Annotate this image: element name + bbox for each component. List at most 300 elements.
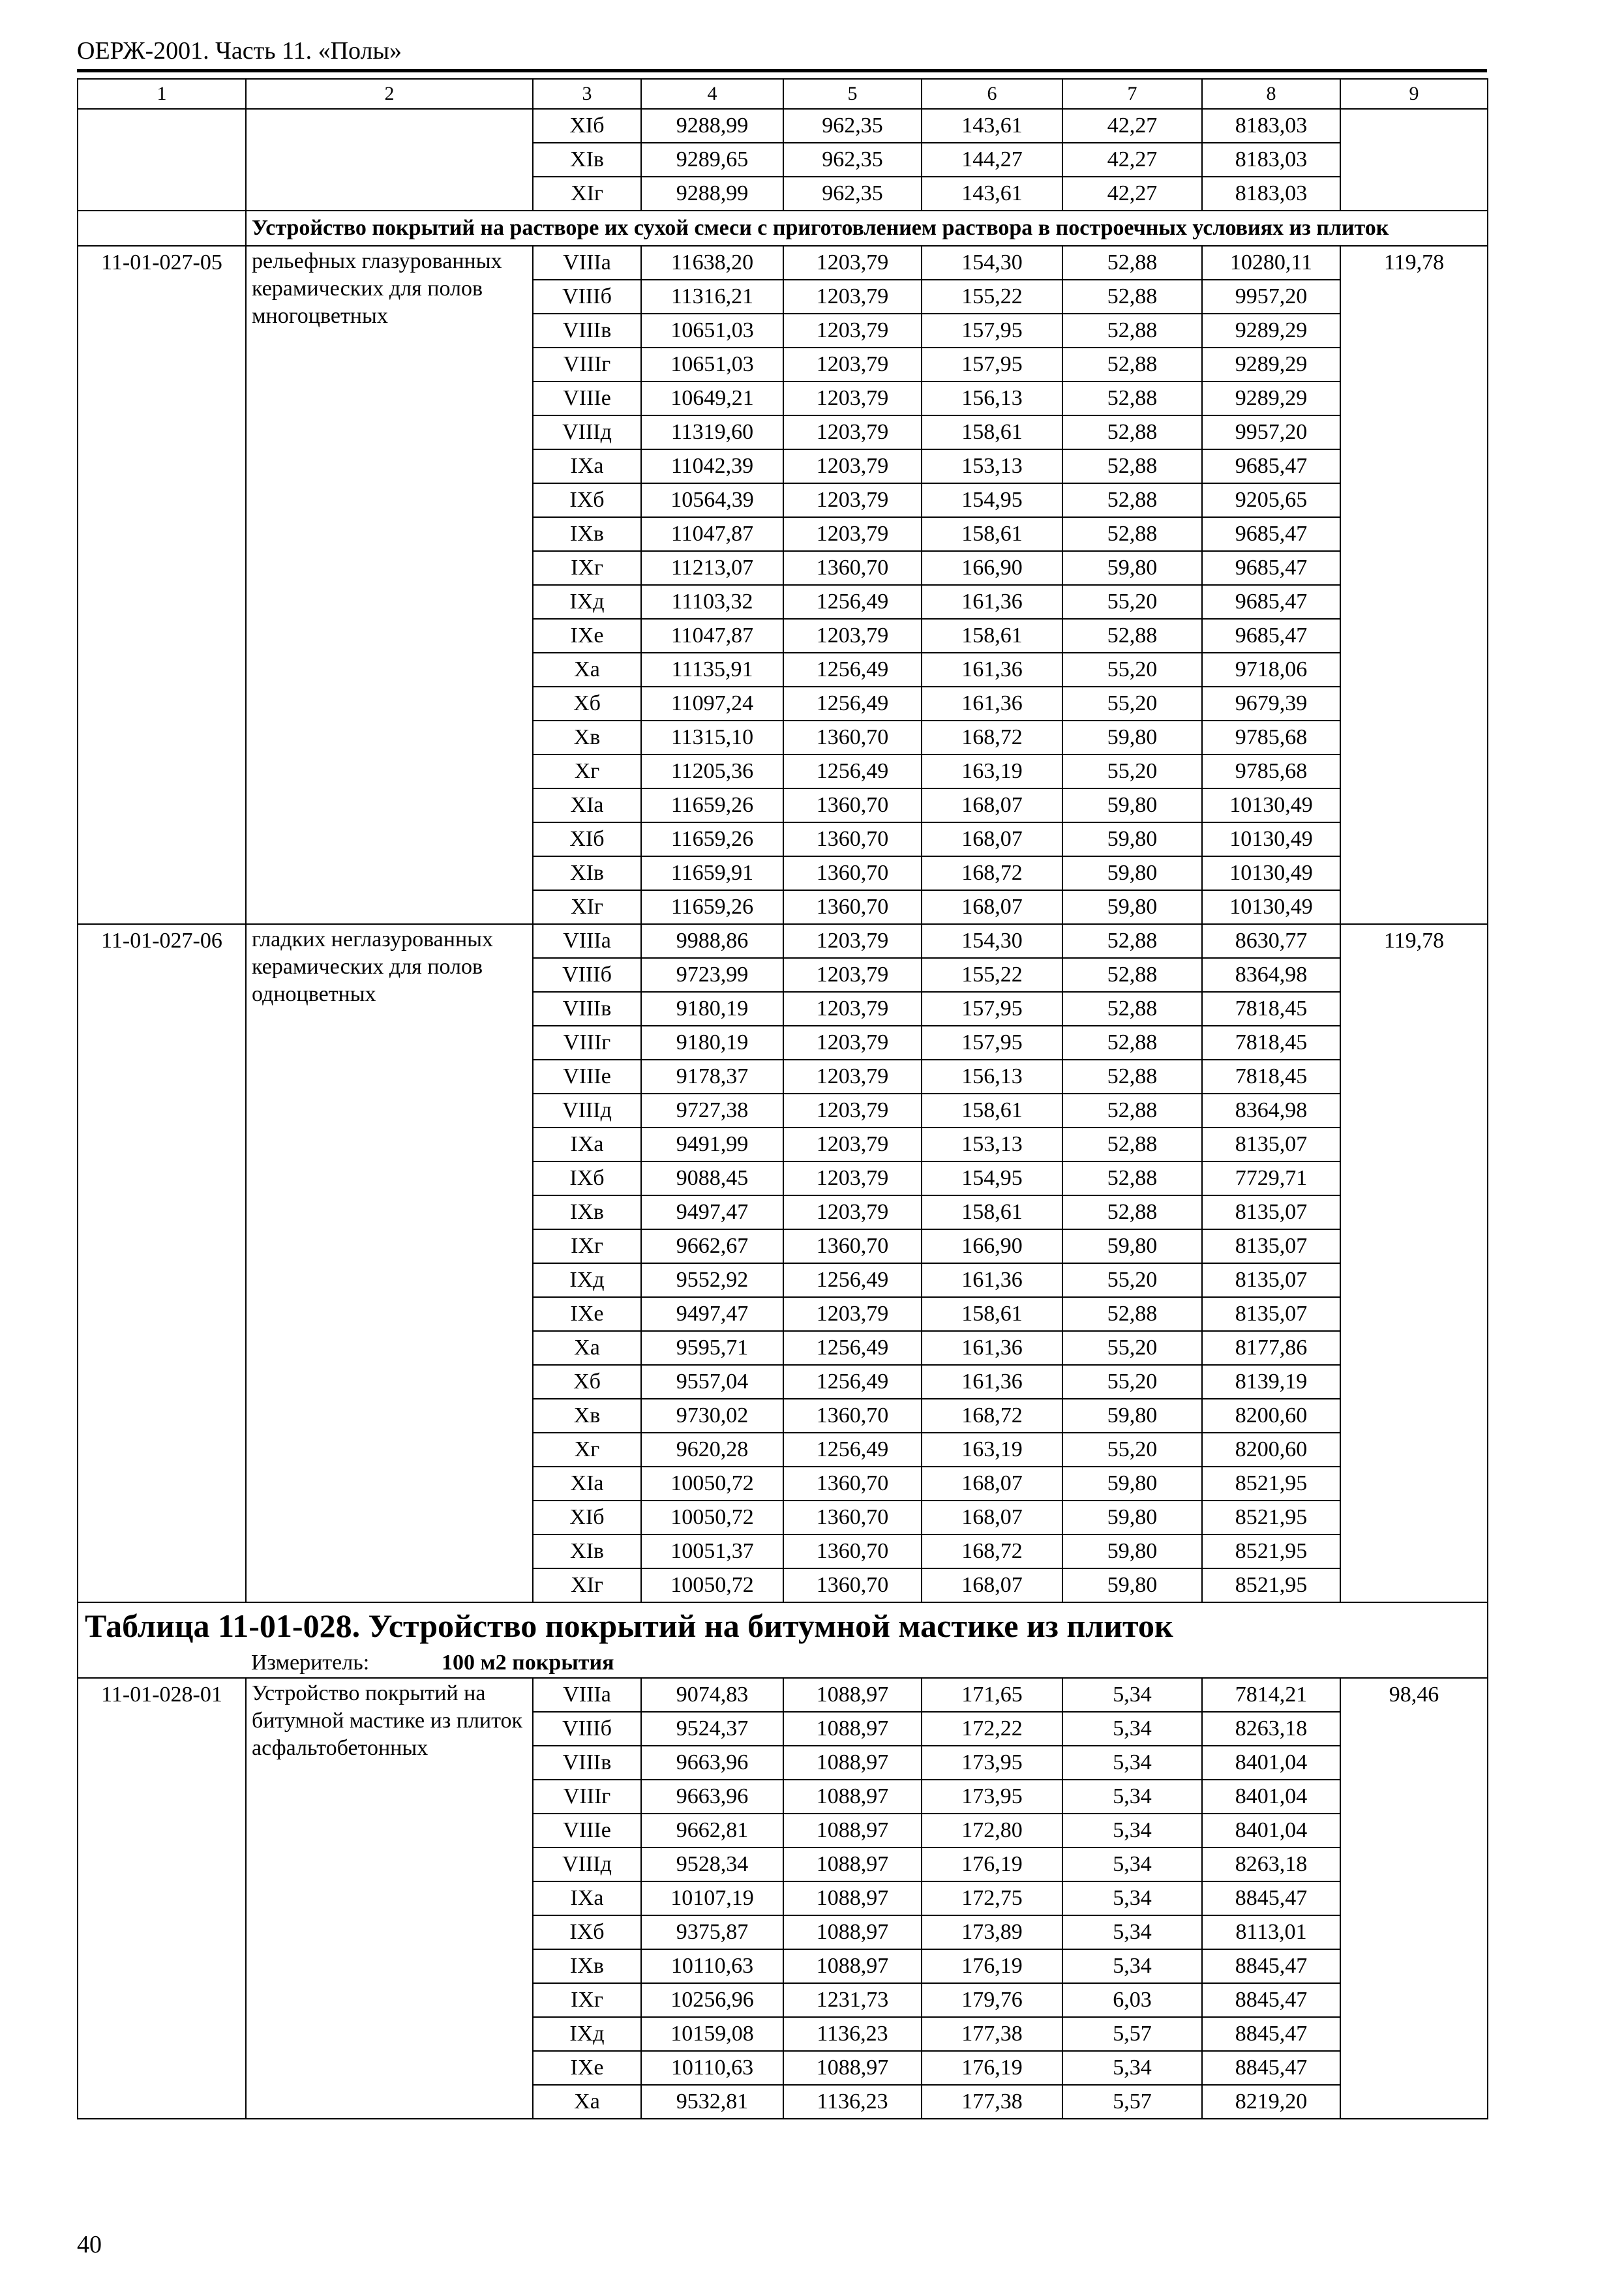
base-price-cell: 9723,99 xyxy=(641,958,783,992)
wage-cell: 1360,70 xyxy=(783,721,922,755)
base-price-cell: 10050,72 xyxy=(641,1467,783,1501)
column-number: 2 xyxy=(246,79,533,109)
column-number: 9 xyxy=(1340,79,1488,109)
wage-cell: 1088,97 xyxy=(783,1712,922,1746)
column-number: 5 xyxy=(783,79,922,109)
base-price-cell: 10051,37 xyxy=(641,1534,783,1568)
machinist-wage-cell: 59,80 xyxy=(1062,1399,1202,1433)
materials-cell: 9205,65 xyxy=(1202,483,1340,517)
materials-cell: 8177,86 xyxy=(1202,1331,1340,1365)
base-price-cell: 9730,02 xyxy=(641,1399,783,1433)
wage-cell: 1088,97 xyxy=(783,1780,922,1814)
machine-cost-cell: 158,61 xyxy=(922,1094,1062,1128)
materials-cell: 8183,03 xyxy=(1202,143,1340,177)
meter-label: Измеритель: xyxy=(251,1651,370,1675)
rate-code xyxy=(78,109,246,211)
machine-cost-cell: 172,22 xyxy=(922,1712,1062,1746)
region-zone-cell: XIб xyxy=(533,109,641,143)
wage-cell: 1203,79 xyxy=(783,246,922,280)
machine-cost-cell: 179,76 xyxy=(922,1983,1062,2017)
wage-cell: 1203,79 xyxy=(783,1161,922,1195)
region-zone-cell: IXд xyxy=(533,1263,641,1297)
region-zone-cell: IXб xyxy=(533,483,641,517)
table-title-row xyxy=(78,1602,1488,1649)
machine-cost-cell: 144,27 xyxy=(922,143,1062,177)
machinist-wage-cell: 55,20 xyxy=(1062,1365,1202,1399)
wage-cell: 1203,79 xyxy=(783,1026,922,1060)
machinist-wage-cell: 52,88 xyxy=(1062,1128,1202,1161)
region-zone-cell: VIIIб xyxy=(533,1712,641,1746)
base-price-cell: 10564,39 xyxy=(641,483,783,517)
machinist-wage-cell: 5,34 xyxy=(1062,1814,1202,1848)
machine-cost-cell: 157,95 xyxy=(922,348,1062,382)
machine-cost-cell: 158,61 xyxy=(922,517,1062,551)
region-zone-cell: XIв xyxy=(533,1534,641,1568)
base-price-cell: 9288,99 xyxy=(641,109,783,143)
page-number: 40 xyxy=(77,2231,102,2258)
wage-cell: 1203,79 xyxy=(783,1128,922,1161)
page-header: ОЕРЖ-2001. Часть 11. «Полы» xyxy=(77,37,402,65)
region-zone-cell: IXд xyxy=(533,2017,641,2051)
wage-cell: 1088,97 xyxy=(783,1949,922,1983)
region-zone-cell: IXд xyxy=(533,585,641,619)
region-zone-cell: VIIIг xyxy=(533,1026,641,1060)
wage-cell: 1360,70 xyxy=(783,1399,922,1433)
section-heading: Устройство покрытий на растворе их сухой смеси с приготовлением раствора в построечных условиях из плиток xyxy=(246,211,1488,246)
base-price-cell: 11316,21 xyxy=(641,280,783,314)
wage-cell: 1203,79 xyxy=(783,517,922,551)
machinist-wage-cell: 59,80 xyxy=(1062,1568,1202,1602)
machinist-wage-cell: 59,80 xyxy=(1062,1501,1202,1534)
machine-cost-cell: 157,95 xyxy=(922,314,1062,348)
base-price-cell: 9180,19 xyxy=(641,992,783,1026)
wage-cell: 1256,49 xyxy=(783,1331,922,1365)
materials-cell: 8219,20 xyxy=(1202,2085,1340,2119)
machinist-wage-cell: 55,20 xyxy=(1062,653,1202,687)
rate-description: гладких неглазурованных керамических для полов одноцветных xyxy=(246,924,533,1602)
machine-cost-cell: 154,30 xyxy=(922,246,1062,280)
machine-cost-cell: 168,07 xyxy=(922,1501,1062,1534)
rate-description: Устройство покрытий на битумной мастике из плиток асфальтобетонных xyxy=(246,1678,533,2119)
region-zone-cell: IXа xyxy=(533,1128,641,1161)
materials-cell: 9289,29 xyxy=(1202,314,1340,348)
materials-cell: 8364,98 xyxy=(1202,958,1340,992)
wage-cell: 1088,97 xyxy=(783,1915,922,1949)
region-zone-cell: IXв xyxy=(533,517,641,551)
materials-cell: 8135,07 xyxy=(1202,1297,1340,1331)
base-price-cell: 9557,04 xyxy=(641,1365,783,1399)
wage-cell: 1088,97 xyxy=(783,1746,922,1780)
meter-row xyxy=(78,1649,1488,1678)
region-zone-cell: Xв xyxy=(533,721,641,755)
base-price-cell: 9178,37 xyxy=(641,1060,783,1094)
machinist-wage-cell: 59,80 xyxy=(1062,822,1202,856)
machinist-wage-cell: 55,20 xyxy=(1062,1331,1202,1365)
machinist-wage-cell: 55,20 xyxy=(1062,687,1202,721)
wage-cell: 1360,70 xyxy=(783,1534,922,1568)
machinist-wage-cell: 5,34 xyxy=(1062,1712,1202,1746)
region-zone-cell: IXв xyxy=(533,1949,641,1983)
wage-cell: 1136,23 xyxy=(783,2085,922,2119)
machinist-wage-cell: 5,34 xyxy=(1062,1915,1202,1949)
region-zone-cell: VIIIв xyxy=(533,314,641,348)
base-price-cell: 11638,20 xyxy=(641,246,783,280)
labor-hours-cell: 119,78 xyxy=(1340,924,1488,1602)
machine-cost-cell: 158,61 xyxy=(922,415,1062,449)
region-zone-cell: VIIIг xyxy=(533,348,641,382)
materials-cell: 10130,49 xyxy=(1202,890,1340,924)
machine-cost-cell: 176,19 xyxy=(922,1949,1062,1983)
machine-cost-cell: 177,38 xyxy=(922,2085,1062,2119)
base-price-cell: 9663,96 xyxy=(641,1746,783,1780)
region-zone-cell: IXв xyxy=(533,1195,641,1229)
machine-cost-cell: 143,61 xyxy=(922,177,1062,211)
base-price-cell: 10651,03 xyxy=(641,348,783,382)
materials-cell: 8263,18 xyxy=(1202,1848,1340,1881)
machine-cost-cell: 173,89 xyxy=(922,1915,1062,1949)
wage-cell: 1256,49 xyxy=(783,687,922,721)
base-price-cell: 10110,63 xyxy=(641,2051,783,2085)
base-price-cell: 11659,26 xyxy=(641,788,783,822)
machine-cost-cell: 157,95 xyxy=(922,992,1062,1026)
base-price-cell: 9595,71 xyxy=(641,1331,783,1365)
base-price-cell: 11097,24 xyxy=(641,687,783,721)
materials-cell: 8845,47 xyxy=(1202,2051,1340,2085)
wage-cell: 1203,79 xyxy=(783,483,922,517)
region-zone-cell: IXе xyxy=(533,619,641,653)
materials-cell: 8401,04 xyxy=(1202,1746,1340,1780)
wage-cell: 1203,79 xyxy=(783,415,922,449)
wage-cell: 1088,97 xyxy=(783,1814,922,1848)
column-number: 1 xyxy=(78,79,246,109)
region-zone-cell: VIIIд xyxy=(533,415,641,449)
base-price-cell: 9988,86 xyxy=(641,924,783,958)
base-price-cell: 10651,03 xyxy=(641,314,783,348)
machinist-wage-cell: 52,88 xyxy=(1062,1195,1202,1229)
machine-cost-cell: 161,36 xyxy=(922,687,1062,721)
region-zone-cell: IXб xyxy=(533,1915,641,1949)
region-zone-cell: IXе xyxy=(533,2051,641,2085)
wage-cell: 962,35 xyxy=(783,109,922,143)
base-price-cell: 11213,07 xyxy=(641,551,783,585)
materials-cell: 8135,07 xyxy=(1202,1229,1340,1263)
column-number: 4 xyxy=(641,79,783,109)
wage-cell: 1360,70 xyxy=(783,1229,922,1263)
machine-cost-cell: 154,30 xyxy=(922,924,1062,958)
machine-cost-cell: 173,95 xyxy=(922,1746,1062,1780)
machine-cost-cell: 163,19 xyxy=(922,1433,1062,1467)
materials-cell: 8521,95 xyxy=(1202,1467,1340,1501)
meter-spacer xyxy=(78,1649,246,1678)
machine-cost-cell: 154,95 xyxy=(922,483,1062,517)
base-price-cell: 9375,87 xyxy=(641,1915,783,1949)
base-price-cell: 10256,96 xyxy=(641,1983,783,2017)
machinist-wage-cell: 55,20 xyxy=(1062,1433,1202,1467)
region-zone-cell: Xа xyxy=(533,653,641,687)
machine-cost-cell: 153,13 xyxy=(922,449,1062,483)
wage-cell: 1256,49 xyxy=(783,1365,922,1399)
materials-cell: 8200,60 xyxy=(1202,1399,1340,1433)
labor-hours-cell: 98,46 xyxy=(1340,1678,1488,2119)
machinist-wage-cell: 59,80 xyxy=(1062,856,1202,890)
region-zone-cell: VIIIд xyxy=(533,1094,641,1128)
machine-cost-cell: 168,07 xyxy=(922,1467,1062,1501)
materials-cell: 8183,03 xyxy=(1202,177,1340,211)
machine-cost-cell: 156,13 xyxy=(922,382,1062,415)
wage-cell: 1231,73 xyxy=(783,1983,922,2017)
wage-cell: 1360,70 xyxy=(783,822,922,856)
materials-cell: 8845,47 xyxy=(1202,1949,1340,1983)
region-zone-cell: XIв xyxy=(533,143,641,177)
machine-cost-cell: 168,07 xyxy=(922,890,1062,924)
machinist-wage-cell: 52,88 xyxy=(1062,1094,1202,1128)
machinist-wage-cell: 42,27 xyxy=(1062,177,1202,211)
wage-cell: 1256,49 xyxy=(783,1263,922,1297)
base-price-cell: 11205,36 xyxy=(641,755,783,788)
wage-cell: 1203,79 xyxy=(783,992,922,1026)
rate-code: 11-01-028-01 xyxy=(78,1678,246,2119)
machine-cost-cell: 168,72 xyxy=(922,1534,1062,1568)
machine-cost-cell: 166,90 xyxy=(922,1229,1062,1263)
machinist-wage-cell: 5,34 xyxy=(1062,1949,1202,1983)
base-price-cell: 11659,91 xyxy=(641,856,783,890)
machinist-wage-cell: 59,80 xyxy=(1062,721,1202,755)
region-zone-cell: IXе xyxy=(533,1297,641,1331)
wage-cell: 1360,70 xyxy=(783,890,922,924)
base-price-cell: 9288,99 xyxy=(641,177,783,211)
rate-code: 11-01-027-05 xyxy=(78,246,246,924)
base-price-cell: 9497,47 xyxy=(641,1297,783,1331)
region-zone-cell: Xв xyxy=(533,1399,641,1433)
base-price-cell: 11047,87 xyxy=(641,517,783,551)
region-zone-cell: VIIIд xyxy=(533,1848,641,1881)
materials-cell: 9957,20 xyxy=(1202,415,1340,449)
materials-cell: 8263,18 xyxy=(1202,1712,1340,1746)
machinist-wage-cell: 6,03 xyxy=(1062,1983,1202,2017)
materials-cell: 8113,01 xyxy=(1202,1915,1340,1949)
region-zone-cell: VIIIе xyxy=(533,1060,641,1094)
wage-cell: 1203,79 xyxy=(783,619,922,653)
materials-cell: 9685,47 xyxy=(1202,619,1340,653)
materials-cell: 8200,60 xyxy=(1202,1433,1340,1467)
machinist-wage-cell: 5,34 xyxy=(1062,1746,1202,1780)
wage-cell: 1203,79 xyxy=(783,280,922,314)
materials-cell: 8401,04 xyxy=(1202,1780,1340,1814)
region-zone-cell: XIб xyxy=(533,1501,641,1534)
wage-cell: 1360,70 xyxy=(783,551,922,585)
wage-cell: 1256,49 xyxy=(783,585,922,619)
wage-cell: 1360,70 xyxy=(783,788,922,822)
machinist-wage-cell: 52,88 xyxy=(1062,280,1202,314)
materials-cell: 8135,07 xyxy=(1202,1263,1340,1297)
wage-cell: 962,35 xyxy=(783,143,922,177)
base-price-cell: 9289,65 xyxy=(641,143,783,177)
region-zone-cell: Xг xyxy=(533,755,641,788)
region-zone-cell: XIа xyxy=(533,1467,641,1501)
base-price-cell: 9491,99 xyxy=(641,1128,783,1161)
materials-cell: 8521,95 xyxy=(1202,1534,1340,1568)
base-price-cell: 10110,63 xyxy=(641,1949,783,1983)
materials-cell: 7818,45 xyxy=(1202,1060,1340,1094)
wage-cell: 1203,79 xyxy=(783,1094,922,1128)
machinist-wage-cell: 52,88 xyxy=(1062,483,1202,517)
base-price-cell: 9663,96 xyxy=(641,1780,783,1814)
materials-cell: 8135,07 xyxy=(1202,1195,1340,1229)
base-price-cell: 9727,38 xyxy=(641,1094,783,1128)
wage-cell: 1203,79 xyxy=(783,314,922,348)
price-table xyxy=(77,78,1488,2119)
machinist-wage-cell: 55,20 xyxy=(1062,755,1202,788)
materials-cell: 7814,21 xyxy=(1202,1678,1340,1712)
materials-cell: 10130,49 xyxy=(1202,822,1340,856)
machinist-wage-cell: 52,88 xyxy=(1062,1297,1202,1331)
machine-cost-cell: 173,95 xyxy=(922,1780,1062,1814)
wage-cell: 1203,79 xyxy=(783,958,922,992)
machine-cost-cell: 155,22 xyxy=(922,280,1062,314)
materials-cell: 10130,49 xyxy=(1202,856,1340,890)
materials-cell: 9718,06 xyxy=(1202,653,1340,687)
materials-cell: 8845,47 xyxy=(1202,1881,1340,1915)
machine-cost-cell: 161,36 xyxy=(922,1263,1062,1297)
wage-cell: 1360,70 xyxy=(783,1467,922,1501)
table-row xyxy=(78,924,1488,958)
table-row xyxy=(78,1678,1488,1712)
machinist-wage-cell: 5,57 xyxy=(1062,2017,1202,2051)
base-price-cell: 10050,72 xyxy=(641,1568,783,1602)
wage-cell: 1203,79 xyxy=(783,1297,922,1331)
section-heading-row xyxy=(78,211,1488,246)
region-zone-cell: XIг xyxy=(533,177,641,211)
materials-cell: 8845,47 xyxy=(1202,2017,1340,2051)
machine-cost-cell: 168,07 xyxy=(922,788,1062,822)
materials-cell: 9785,68 xyxy=(1202,721,1340,755)
wage-cell: 1360,70 xyxy=(783,856,922,890)
base-price-cell: 9524,37 xyxy=(641,1712,783,1746)
wage-cell: 1256,49 xyxy=(783,755,922,788)
machinist-wage-cell: 52,88 xyxy=(1062,415,1202,449)
region-zone-cell: VIIIе xyxy=(533,1814,641,1848)
base-price-cell: 10649,21 xyxy=(641,382,783,415)
column-number: 8 xyxy=(1202,79,1340,109)
base-price-cell: 11315,10 xyxy=(641,721,783,755)
machinist-wage-cell: 59,80 xyxy=(1062,890,1202,924)
machinist-wage-cell: 5,34 xyxy=(1062,1780,1202,1814)
materials-cell: 9289,29 xyxy=(1202,348,1340,382)
materials-cell: 8401,04 xyxy=(1202,1814,1340,1848)
machinist-wage-cell: 55,20 xyxy=(1062,585,1202,619)
materials-cell: 8135,07 xyxy=(1202,1128,1340,1161)
materials-cell: 8521,95 xyxy=(1202,1568,1340,1602)
machinist-wage-cell: 42,27 xyxy=(1062,109,1202,143)
machinist-wage-cell: 52,88 xyxy=(1062,992,1202,1026)
region-zone-cell: Xб xyxy=(533,1365,641,1399)
materials-cell: 8183,03 xyxy=(1202,109,1340,143)
machine-cost-cell: 166,90 xyxy=(922,551,1062,585)
region-zone-cell: XIб xyxy=(533,822,641,856)
machinist-wage-cell: 52,88 xyxy=(1062,246,1202,280)
materials-cell: 10280,11 xyxy=(1202,246,1340,280)
materials-cell: 9679,39 xyxy=(1202,687,1340,721)
machine-cost-cell: 155,22 xyxy=(922,958,1062,992)
machine-cost-cell: 168,07 xyxy=(922,1568,1062,1602)
machinist-wage-cell: 55,20 xyxy=(1062,1263,1202,1297)
machinist-wage-cell: 52,88 xyxy=(1062,382,1202,415)
wage-cell: 962,35 xyxy=(783,177,922,211)
machinist-wage-cell: 52,88 xyxy=(1062,1161,1202,1195)
meter-cell xyxy=(246,1649,1488,1678)
region-zone-cell: XIг xyxy=(533,890,641,924)
wage-cell: 1088,97 xyxy=(783,2051,922,2085)
machine-cost-cell: 158,61 xyxy=(922,1195,1062,1229)
wage-cell: 1088,97 xyxy=(783,1881,922,1915)
column-number: 3 xyxy=(533,79,641,109)
meter-value: 100 м2 покрытия xyxy=(442,1651,614,1675)
machinist-wage-cell: 52,88 xyxy=(1062,958,1202,992)
machinist-wage-cell: 59,80 xyxy=(1062,1467,1202,1501)
base-price-cell: 9662,81 xyxy=(641,1814,783,1848)
machine-cost-cell: 154,95 xyxy=(922,1161,1062,1195)
machine-cost-cell: 176,19 xyxy=(922,1848,1062,1881)
materials-cell: 9289,29 xyxy=(1202,382,1340,415)
region-zone-cell: Xа xyxy=(533,1331,641,1365)
column-number-row xyxy=(78,79,1488,109)
region-zone-cell: IXг xyxy=(533,1983,641,2017)
region-zone-cell: VIIIа xyxy=(533,1678,641,1712)
table-title: Таблица 11-01-028. Устройство покрытий на битумной мастике из плиток xyxy=(78,1602,1488,1649)
section-heading-spacer xyxy=(78,211,246,246)
wage-cell: 1088,97 xyxy=(783,1848,922,1881)
base-price-cell: 11103,32 xyxy=(641,585,783,619)
wage-cell: 1203,79 xyxy=(783,449,922,483)
machine-cost-cell: 157,95 xyxy=(922,1026,1062,1060)
machine-cost-cell: 161,36 xyxy=(922,1365,1062,1399)
machine-cost-cell: 168,07 xyxy=(922,822,1062,856)
base-price-cell: 9532,81 xyxy=(641,2085,783,2119)
machine-cost-cell: 168,72 xyxy=(922,1399,1062,1433)
rate-code: 11-01-027-06 xyxy=(78,924,246,1602)
materials-cell: 8364,98 xyxy=(1202,1094,1340,1128)
machine-cost-cell: 161,36 xyxy=(922,585,1062,619)
base-price-cell: 11659,26 xyxy=(641,822,783,856)
materials-cell: 9685,47 xyxy=(1202,517,1340,551)
machinist-wage-cell: 42,27 xyxy=(1062,143,1202,177)
machinist-wage-cell: 59,80 xyxy=(1062,1534,1202,1568)
base-price-cell: 9074,83 xyxy=(641,1678,783,1712)
region-zone-cell: Xа xyxy=(533,2085,641,2119)
wage-cell: 1203,79 xyxy=(783,382,922,415)
region-zone-cell: VIIIа xyxy=(533,246,641,280)
machinist-wage-cell: 52,88 xyxy=(1062,348,1202,382)
region-zone-cell: VIIIв xyxy=(533,1746,641,1780)
machinist-wage-cell: 52,88 xyxy=(1062,1026,1202,1060)
base-price-cell: 11659,26 xyxy=(641,890,783,924)
machinist-wage-cell: 52,88 xyxy=(1062,517,1202,551)
machine-cost-cell: 176,19 xyxy=(922,2051,1062,2085)
base-price-cell: 9662,67 xyxy=(641,1229,783,1263)
machine-cost-cell: 161,36 xyxy=(922,1331,1062,1365)
machine-cost-cell: 153,13 xyxy=(922,1128,1062,1161)
wage-cell: 1256,49 xyxy=(783,653,922,687)
region-zone-cell: VIIIб xyxy=(533,280,641,314)
price-table-body xyxy=(78,79,1488,2119)
materials-cell: 7818,45 xyxy=(1202,992,1340,1026)
materials-cell: 10130,49 xyxy=(1202,788,1340,822)
machinist-wage-cell: 5,57 xyxy=(1062,2085,1202,2119)
base-price-cell: 10159,08 xyxy=(641,2017,783,2051)
region-zone-cell: IXб xyxy=(533,1161,641,1195)
region-zone-cell: XIа xyxy=(533,788,641,822)
machinist-wage-cell: 52,88 xyxy=(1062,924,1202,958)
